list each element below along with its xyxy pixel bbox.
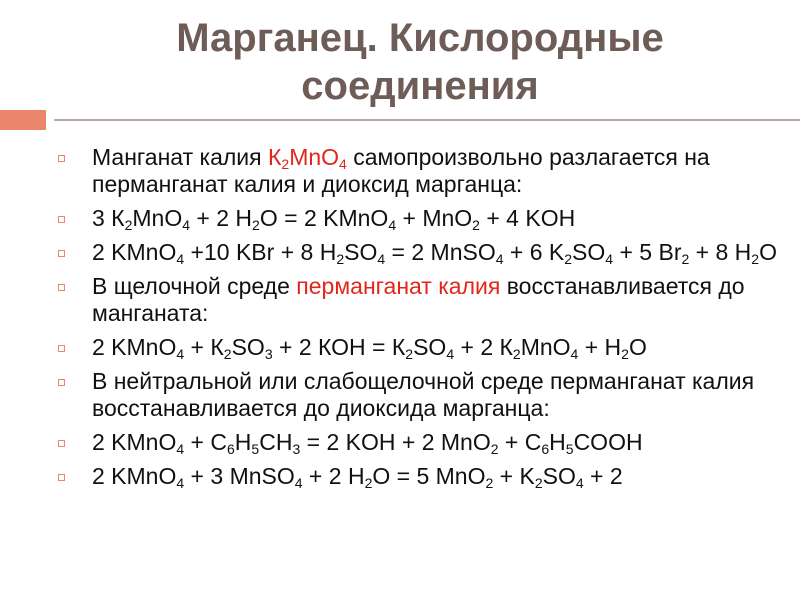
list-item bbox=[58, 205, 796, 232]
slide-title bbox=[70, 14, 770, 110]
accent-bar bbox=[0, 110, 46, 130]
title-line-1: Марганец. Кислородные bbox=[176, 16, 664, 60]
hollow-square-icon bbox=[58, 250, 65, 257]
hollow-square-icon bbox=[58, 284, 65, 291]
bullet-list bbox=[58, 144, 796, 497]
list-item bbox=[58, 239, 796, 266]
item-text: В щелочной среде bbox=[92, 273, 297, 299]
hollow-square-icon bbox=[58, 474, 65, 481]
term-highlight: перманганат калия bbox=[296, 273, 501, 299]
hollow-square-icon bbox=[58, 440, 65, 447]
list-item bbox=[58, 368, 796, 422]
item-text: самопроизвольно разлагается на перманганат калия и диоксид марганца: bbox=[92, 144, 710, 197]
equation: 2 KMnO$_4$ + 3 MnSO$_4$ + 2 $H_2O = 5$ $MnO_2 + K_2SO_4 + 2$ bbox=[92, 463, 623, 491]
list-item bbox=[58, 334, 796, 361]
item-text: Манганат калия bbox=[92, 144, 268, 170]
hollow-square-icon bbox=[58, 155, 65, 162]
equation: 2 KMnO$_4$ + $C_6H_5CH_3 = 2$ KOH + 2 $MnO_2 + C_6H_5COOH$ bbox=[92, 429, 643, 457]
list-item bbox=[58, 144, 796, 198]
title-divider bbox=[54, 119, 800, 121]
hollow-square-icon bbox=[58, 379, 65, 386]
hollow-square-icon bbox=[58, 216, 65, 223]
hollow-square-icon bbox=[58, 345, 65, 352]
list-item bbox=[58, 463, 796, 490]
item-text: восстанавливается до манганата: bbox=[92, 273, 745, 326]
list-item bbox=[58, 273, 796, 327]
list-item bbox=[58, 429, 796, 456]
title-line-2: соединения bbox=[301, 64, 539, 108]
formula-highlight: $К_2MnO_4$ bbox=[267, 144, 347, 172]
equation: 3 $К_2MnO_4 + 2$ $H_2O = 2$ KMnO$_4$ + MnO$_2$ + 4 KOH bbox=[92, 205, 576, 233]
equation: 2 KMnO$_4$ +10 KBr + 8 $H_2SO_4 = 2$ MnSO$_4$ + 6 $K_2SO_4 + 5$ $Br_2 + 8$ $H_2O$ bbox=[92, 239, 777, 267]
item-text: В нейтральной или слабощелочной среде перманганат калия восстанавливается до диоксида марганца: bbox=[92, 368, 755, 421]
equation: 2 KMnO$_4$ + $К_2SO_3 + 2$ КОН = $К_2SO_4 + 2$ $К_2MnO_4 + Н_2О$ bbox=[92, 334, 647, 362]
